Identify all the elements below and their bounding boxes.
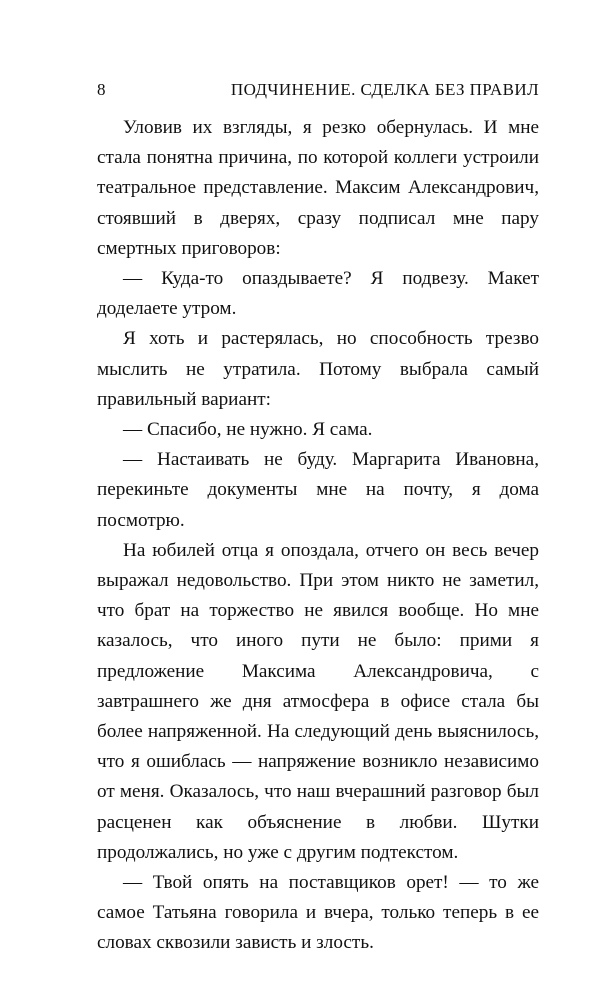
paragraph: На юбилей отца я опоздала, отчего он весь вечер выражал недовольство. При этом никто не заметил, что брат на торжество не явился вообще. Но мне казалось, что иного пути не было: прими я предложение Максима Александровича, с завтрашнего же дня атмосфера в офисе стала бы более напряженной. На следующий день выяснилось, что я ошиблась — напряжение возникло независимо от меня. Оказалось, что наш вчерашний разговор был расценен как объяснение в любви. Шутки продолжались, но уже с другим подтекстом. (97, 539, 539, 863)
paragraph: — Настаивать не буду. Маргарита Ивановна, перекиньте документы мне на почту, я дома посмотрю. (97, 449, 539, 531)
page-number: 8 (97, 80, 106, 99)
body-text (97, 113, 539, 959)
paragraph: Уловив их взгляды, я резко обернулась. И мне стала понятна причина, по которой коллеги устроили театральное представление. Максим Александрович, стоявший в дверях, сразу подписал мне пару смертных приговоров: (97, 117, 539, 259)
paragraph: — Твой опять на поставщиков орет! — то же самое Татьяна говорила и вчера, только теперь в ее словах сквозили зависть и злость. (97, 872, 539, 954)
book-title: ПОДЧИНЕНИЕ. СДЕЛКА БЕЗ ПРАВИЛ (230, 80, 539, 99)
paragraph: — Куда-то опаздываете? Я подвезу. Макет доделаете утром. (97, 268, 539, 320)
paragraph: Я хоть и растерялась, но способность трезво мыслить не утратила. Потому выбрала самый правильный вариант: (97, 328, 539, 410)
paragraph: — Спасибо, не нужно. Я сама. (123, 419, 373, 441)
running-head (97, 78, 539, 102)
